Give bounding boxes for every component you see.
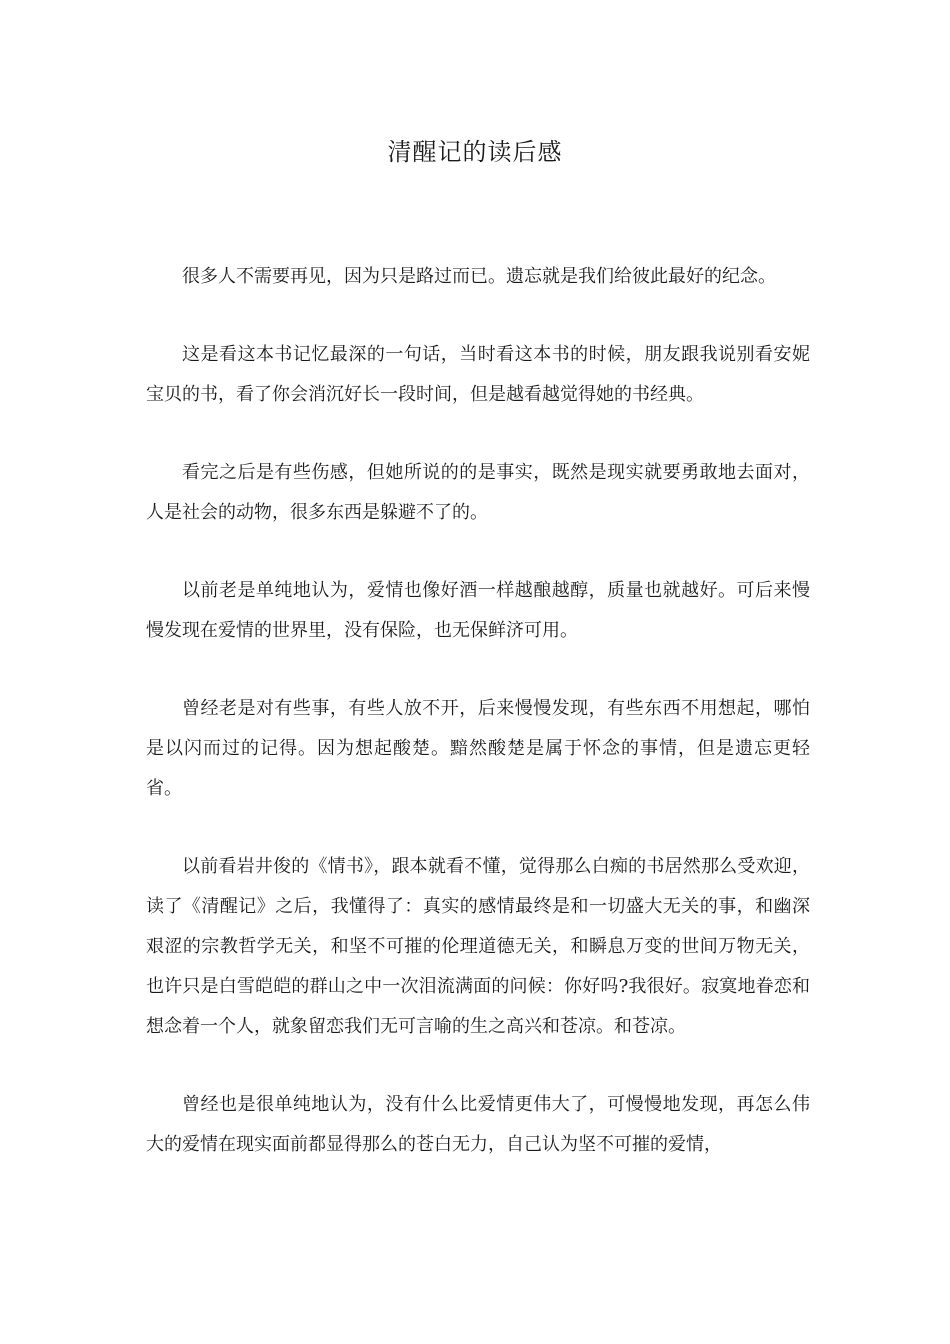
paragraph: 以前老是单纯地认为，爱情也像好酒一样越酿越醇，质量也就越好。可后来慢慢发现在爱情的世界里，没有保险，也无保鲜济可用。	[146, 580, 810, 641]
paragraph: 曾经也是很单纯地认为，没有什么比爱情更伟大了，可慢慢地发现，再怎么伟大的爱情在现实面前都显得那么的苍白无力，自己认为坚不可摧的爱情，	[146, 1094, 810, 1155]
paragraph: 曾经老是对有些事，有些人放不开，后来慢慢发现，有些东西不用想起，哪怕是以闪而过的记得。因为想起酸楚。黯然酸楚是属于怀念的事情，但是遗忘更轻省。	[146, 698, 810, 799]
document-title: 清醒记的读后感	[387, 138, 563, 166]
paragraph: 以前看岩井俊的《情书》，跟本就看不懂，觉得那么白痴的书居然那么受欢迎，读了《清醒记》之后，我懂得了：真实的感情最终是和一切盛大无关的事，和幽深艰涩的宗教哲学无关，和坚不可摧的伦理道德无关，和瞬息万变的世间万物无关，也许只是白雪皑皑的群山之中一次泪流满面的问候：你好吗?我很好。寂寞地眷恋和想念着一个人，就象留恋我们无可言喻的生之高兴和苍凉。和苍凉。	[146, 856, 810, 1037]
paragraph: 很多人不需要再见，因为只是路过而已。遗忘就是我们给彼此最好的纪念。	[182, 266, 776, 287]
document-body	[146, 257, 810, 1165]
paragraph: 这是看这本书记忆最深的一句话，当时看这本书的时候，朋友跟我说别看安妮宝贝的书，看了你会消沉好长一段时间，但是越看越觉得她的书经典。	[146, 344, 810, 405]
paragraph: 看完之后是有些伤感，但她所说的的是事实，既然是现实就要勇敢地去面对，人是社会的动物，很多东西是躲避不了的。	[146, 462, 810, 523]
